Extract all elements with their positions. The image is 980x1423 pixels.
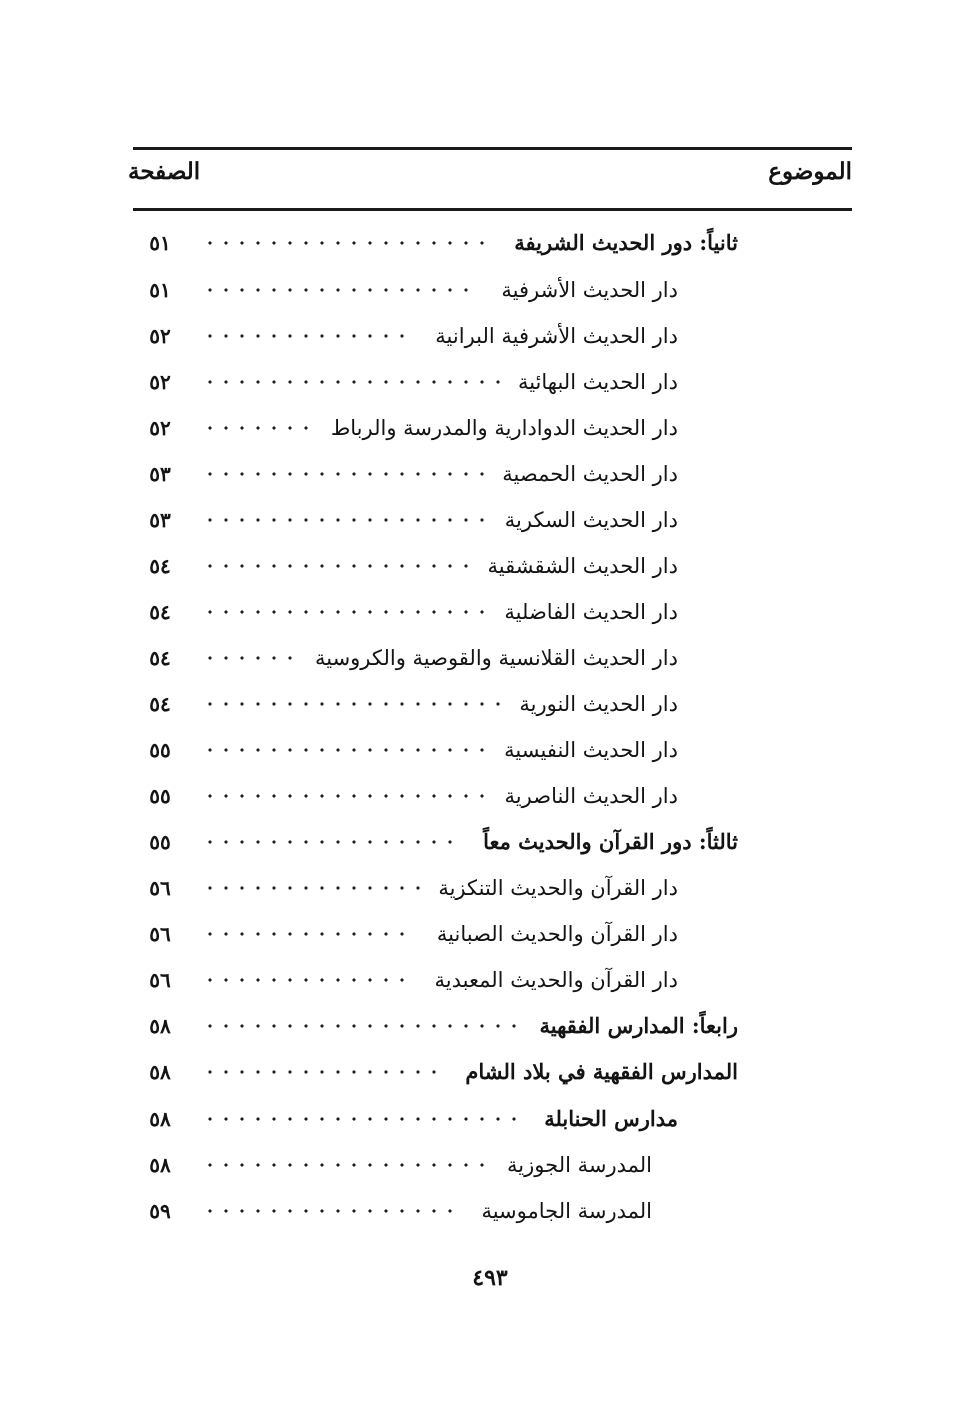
toc-entry <box>140 270 740 310</box>
dot-leader <box>202 1022 522 1030</box>
toc-entry-title: دار الحديث الأشرفية البرانية <box>435 324 678 348</box>
toc-entry-title: دار القرآن والحديث التنكزية <box>438 876 678 900</box>
dot-leader <box>202 884 426 892</box>
toc-entry <box>140 960 740 1000</box>
toc-entry <box>140 408 740 448</box>
toc-page-number: ٥٣ <box>149 462 171 486</box>
dot-leader <box>202 1115 522 1123</box>
toc-page-number: ٥٥ <box>149 738 171 762</box>
toc-entry-title: دار الحديث الحمصية <box>502 462 678 486</box>
toc-entry-title: رابعاً: المدارس الفقهية <box>539 1013 738 1038</box>
dot-leader <box>202 608 490 616</box>
toc-entry <box>140 454 740 494</box>
toc-page-number: ٥٥ <box>149 784 171 808</box>
header-bottom-rule <box>133 208 852 211</box>
toc-entry-title: دار القرآن والحديث الصبانية <box>436 922 678 946</box>
dot-leader <box>202 378 506 386</box>
toc-entry <box>140 592 740 632</box>
toc-entry-title: دار الحديث الفاضلية <box>504 600 678 624</box>
toc-entry-title: ثالثاً: دور القرآن والحديث معاً <box>483 829 738 854</box>
dot-leader <box>202 976 410 984</box>
toc-entry-title: دار القرآن والحديث المعبدية <box>434 968 678 992</box>
dot-leader <box>202 838 458 846</box>
toc-entry <box>140 546 740 586</box>
toc-entry <box>140 638 740 678</box>
toc-page-number: ٥٢ <box>149 416 171 440</box>
page-column-heading: الصفحة <box>128 158 201 185</box>
toc-page-number: ٥٤ <box>149 600 171 624</box>
toc-page-number: ٥٨ <box>149 1060 171 1084</box>
toc-entry-title: دار الحديث الدوادارية والمدرسة والرباط <box>330 416 678 440</box>
dot-leader <box>202 746 490 754</box>
toc-entry-title: ثانياً: دور الحديث الشريفة <box>514 230 738 255</box>
toc-entry <box>140 1191 740 1231</box>
header-top-rule <box>133 147 852 150</box>
toc-page-number: ٥١ <box>149 278 171 302</box>
dot-leader <box>202 286 474 294</box>
toc-entry-title: دار الحديث القلانسية والقوصية والكروسية <box>314 646 678 670</box>
toc-entry-title: المدرسة الجوزية <box>507 1153 652 1177</box>
toc-entry <box>140 1006 740 1046</box>
toc-entry-title: دار الحديث الناصرية <box>504 784 678 808</box>
toc-page-number: ٥٦ <box>149 876 171 900</box>
toc-page-number: ٥٨ <box>149 1107 171 1131</box>
toc-page-number: ٥٣ <box>149 508 171 532</box>
toc-page-number: ٥٤ <box>149 554 171 578</box>
dot-leader <box>202 700 506 708</box>
toc-entry-title: مدارس الحنابلة <box>544 1106 678 1131</box>
toc-entry <box>140 730 740 770</box>
dot-leader <box>202 1161 490 1169</box>
dot-leader <box>202 239 490 247</box>
topic-column-heading: الموضوع <box>768 158 852 185</box>
toc-entry-title: دار الحديث السكرية <box>504 508 678 532</box>
toc-page-number: ٥٢ <box>149 324 171 348</box>
toc-entry <box>140 1052 740 1092</box>
dot-leader <box>202 1207 458 1215</box>
toc-entry-title: المدرسة الجاموسية <box>481 1199 652 1223</box>
dot-leader <box>202 654 298 662</box>
toc-entry <box>140 316 740 356</box>
toc-entry <box>140 500 740 540</box>
toc-entry-title: دار الحديث النورية <box>519 692 678 716</box>
toc-entry-title: دار الحديث الأشرفية <box>501 278 678 302</box>
toc-entry <box>140 1145 740 1185</box>
toc-entry <box>140 914 740 954</box>
dot-leader <box>202 332 410 340</box>
toc-page-number: ٥٤ <box>149 692 171 716</box>
toc-entry-title: دار الحديث النفيسية <box>504 738 678 762</box>
dot-leader <box>202 470 490 478</box>
toc-entry-title: دار الحديث الشقشقية <box>487 554 678 578</box>
toc-page-number: ٥٦ <box>149 922 171 946</box>
toc-entry <box>140 776 740 816</box>
toc-entry-title: المدارس الفقهية في بلاد الشام <box>465 1059 738 1084</box>
page-number: ٤٩٣ <box>472 1265 508 1291</box>
toc-entry-title: دار الحديث البهائية <box>517 370 678 394</box>
toc-page-number: ٥٢ <box>149 370 171 394</box>
toc-page-number: ٥٨ <box>149 1153 171 1177</box>
dot-leader <box>202 1068 442 1076</box>
toc-entry <box>140 822 740 862</box>
toc-page-number: ٥٩ <box>149 1199 171 1223</box>
dot-leader <box>202 792 490 800</box>
toc-entry <box>140 868 740 908</box>
toc-page-number: ٥١ <box>149 231 171 255</box>
dot-leader <box>202 424 314 432</box>
toc-entry <box>140 223 740 263</box>
toc-page-number: ٥٥ <box>149 830 171 854</box>
dot-leader <box>202 562 474 570</box>
dot-leader <box>202 516 490 524</box>
toc-entry <box>140 362 740 402</box>
toc-page-number: ٥٤ <box>149 646 171 670</box>
toc-page-number: ٥٦ <box>149 968 171 992</box>
toc-entry <box>140 684 740 724</box>
toc-page-number: ٥٨ <box>149 1014 171 1038</box>
dot-leader <box>202 930 410 938</box>
toc-entry <box>140 1099 740 1139</box>
